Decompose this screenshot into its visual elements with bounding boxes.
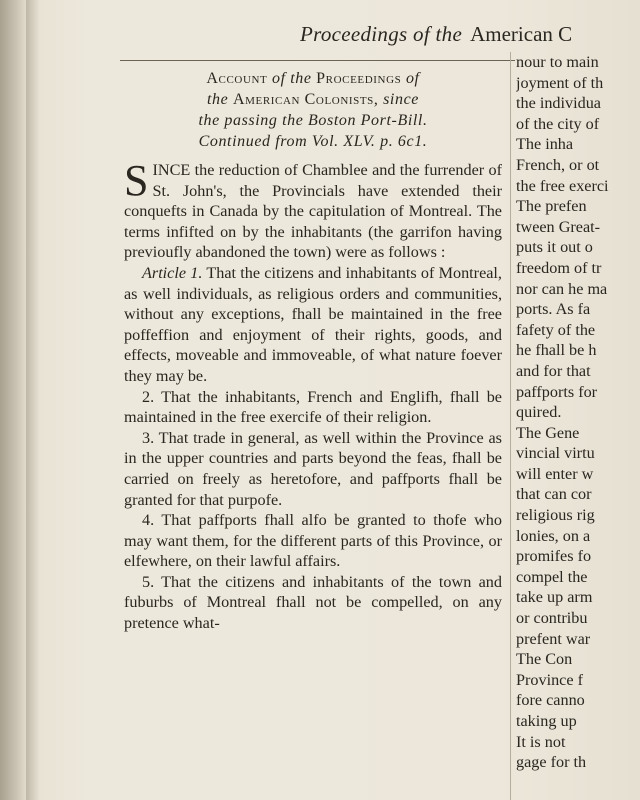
right-column-line: and for that xyxy=(516,361,591,380)
right-column-line: lonies, on a xyxy=(516,526,591,545)
drop-cap: S xyxy=(124,156,149,205)
binding-shadow xyxy=(26,0,40,800)
right-column-line: religious rig xyxy=(516,506,595,525)
title-line-port-bill: the passing the Boston Port-Bill. xyxy=(198,112,428,129)
intro-text: INCE the reduction of Chamblee and the furrender of St. John's, the Provincials have extended their conquefts in Canada by the capitulation of Montreal. The terms infifted on by the inhabitants (the garrifon having previoufly abandoned the town) were as follows : xyxy=(124,161,502,262)
title-word-since: since xyxy=(383,91,419,108)
article-2: 2. That the inhabitants, French and Englifh, fhall be maintained in the free exercife of their religion. xyxy=(124,387,502,427)
right-column xyxy=(516,52,640,800)
title-word-american-colonists: American Colonists, xyxy=(232,91,379,108)
right-column-line: vincial virtu xyxy=(516,444,595,463)
right-column-line: The inha xyxy=(516,135,574,154)
right-column-line: Province f xyxy=(516,670,583,689)
right-column-line: nour to main xyxy=(516,53,599,71)
title-word-of: of xyxy=(405,70,420,87)
right-column-line: ports. As fa xyxy=(516,300,591,319)
right-column-line: quired. xyxy=(516,403,562,422)
title-word-proceedings: Proceedings xyxy=(316,70,402,87)
running-head xyxy=(300,22,640,54)
right-column-line: The Gene xyxy=(516,423,580,442)
page-binding-edge xyxy=(0,0,26,800)
right-column-line: The Con xyxy=(516,650,573,669)
article-1-text: That the citizens and inhabitants of Montreal, as well individuals, as religious orders and communities, without any exceptions, fhall be maintained in the free poffeffion and enjoyment of their rights, goods, and effects, moveable and immoveable, of what nature foever they may be. xyxy=(124,263,502,385)
right-column-line: fore canno xyxy=(516,691,585,710)
right-column-line: puts it out o xyxy=(516,238,593,257)
right-column-line: will enter w xyxy=(516,464,594,483)
right-column-line: prefent war xyxy=(516,629,591,648)
right-column-line: that can cor xyxy=(516,485,592,504)
article-1-label: Article 1. xyxy=(142,263,203,282)
right-column-line: freedom of tr xyxy=(516,258,602,277)
right-column-line: taking up xyxy=(516,712,577,730)
article-1 xyxy=(124,263,502,387)
right-column-line: tween Great- xyxy=(516,217,601,236)
article-title xyxy=(124,68,502,152)
right-column-line: gage for th xyxy=(516,753,587,772)
article-body xyxy=(124,156,502,634)
article-4: 4. That paffports fhall alfo be granted to thofe who may want them, for the different parts of this Province, or elfewhere, on their lawful affairs. xyxy=(124,511,502,571)
header-rule xyxy=(120,60,515,61)
right-column-line: the free exerci xyxy=(516,176,609,195)
article-3: 3. That trade in general, as well within the Province as in the upper countries and parts beyond the feas, fhall be carried on freely as heretofore, and paffports fhall be granted for that purpofe. xyxy=(124,428,502,509)
left-column xyxy=(124,62,502,800)
title-line-continued: Continued from Vol. XLV. p. 6c1. xyxy=(198,133,428,150)
running-head-italic: Proceedings of the xyxy=(300,22,463,46)
right-column-line: nor can he ma xyxy=(516,279,608,298)
article-5: 5. That the citizens and inhabitants of the town and fuburbs of Montreal fhall not be compelled, on any pretence what- xyxy=(124,572,502,633)
right-column-line: It is not xyxy=(516,732,566,751)
title-word-the: the xyxy=(207,91,229,108)
right-column-line: French, or ot xyxy=(516,155,600,174)
right-column-line: he fhall be h xyxy=(516,341,597,360)
right-column-line: compel the xyxy=(516,567,588,586)
right-column-line: promifes fo xyxy=(516,547,592,566)
right-column-line: take up arm xyxy=(516,588,593,607)
title-word-account: Account xyxy=(206,70,268,87)
right-column-line: the individua xyxy=(516,94,601,113)
right-column-line: The prefen xyxy=(516,197,587,216)
right-column-line: paffports for xyxy=(516,382,598,401)
right-column-line: joyment of th xyxy=(516,73,604,92)
title-word-of-the: of the xyxy=(271,70,312,87)
right-column-line: of the city of xyxy=(516,114,600,133)
running-head-roman: American C xyxy=(470,22,573,46)
right-column-line: fafety of the xyxy=(516,320,596,339)
intro-paragraph xyxy=(124,156,502,263)
right-column-line: or contribu xyxy=(516,609,588,628)
column-divider xyxy=(510,52,511,800)
